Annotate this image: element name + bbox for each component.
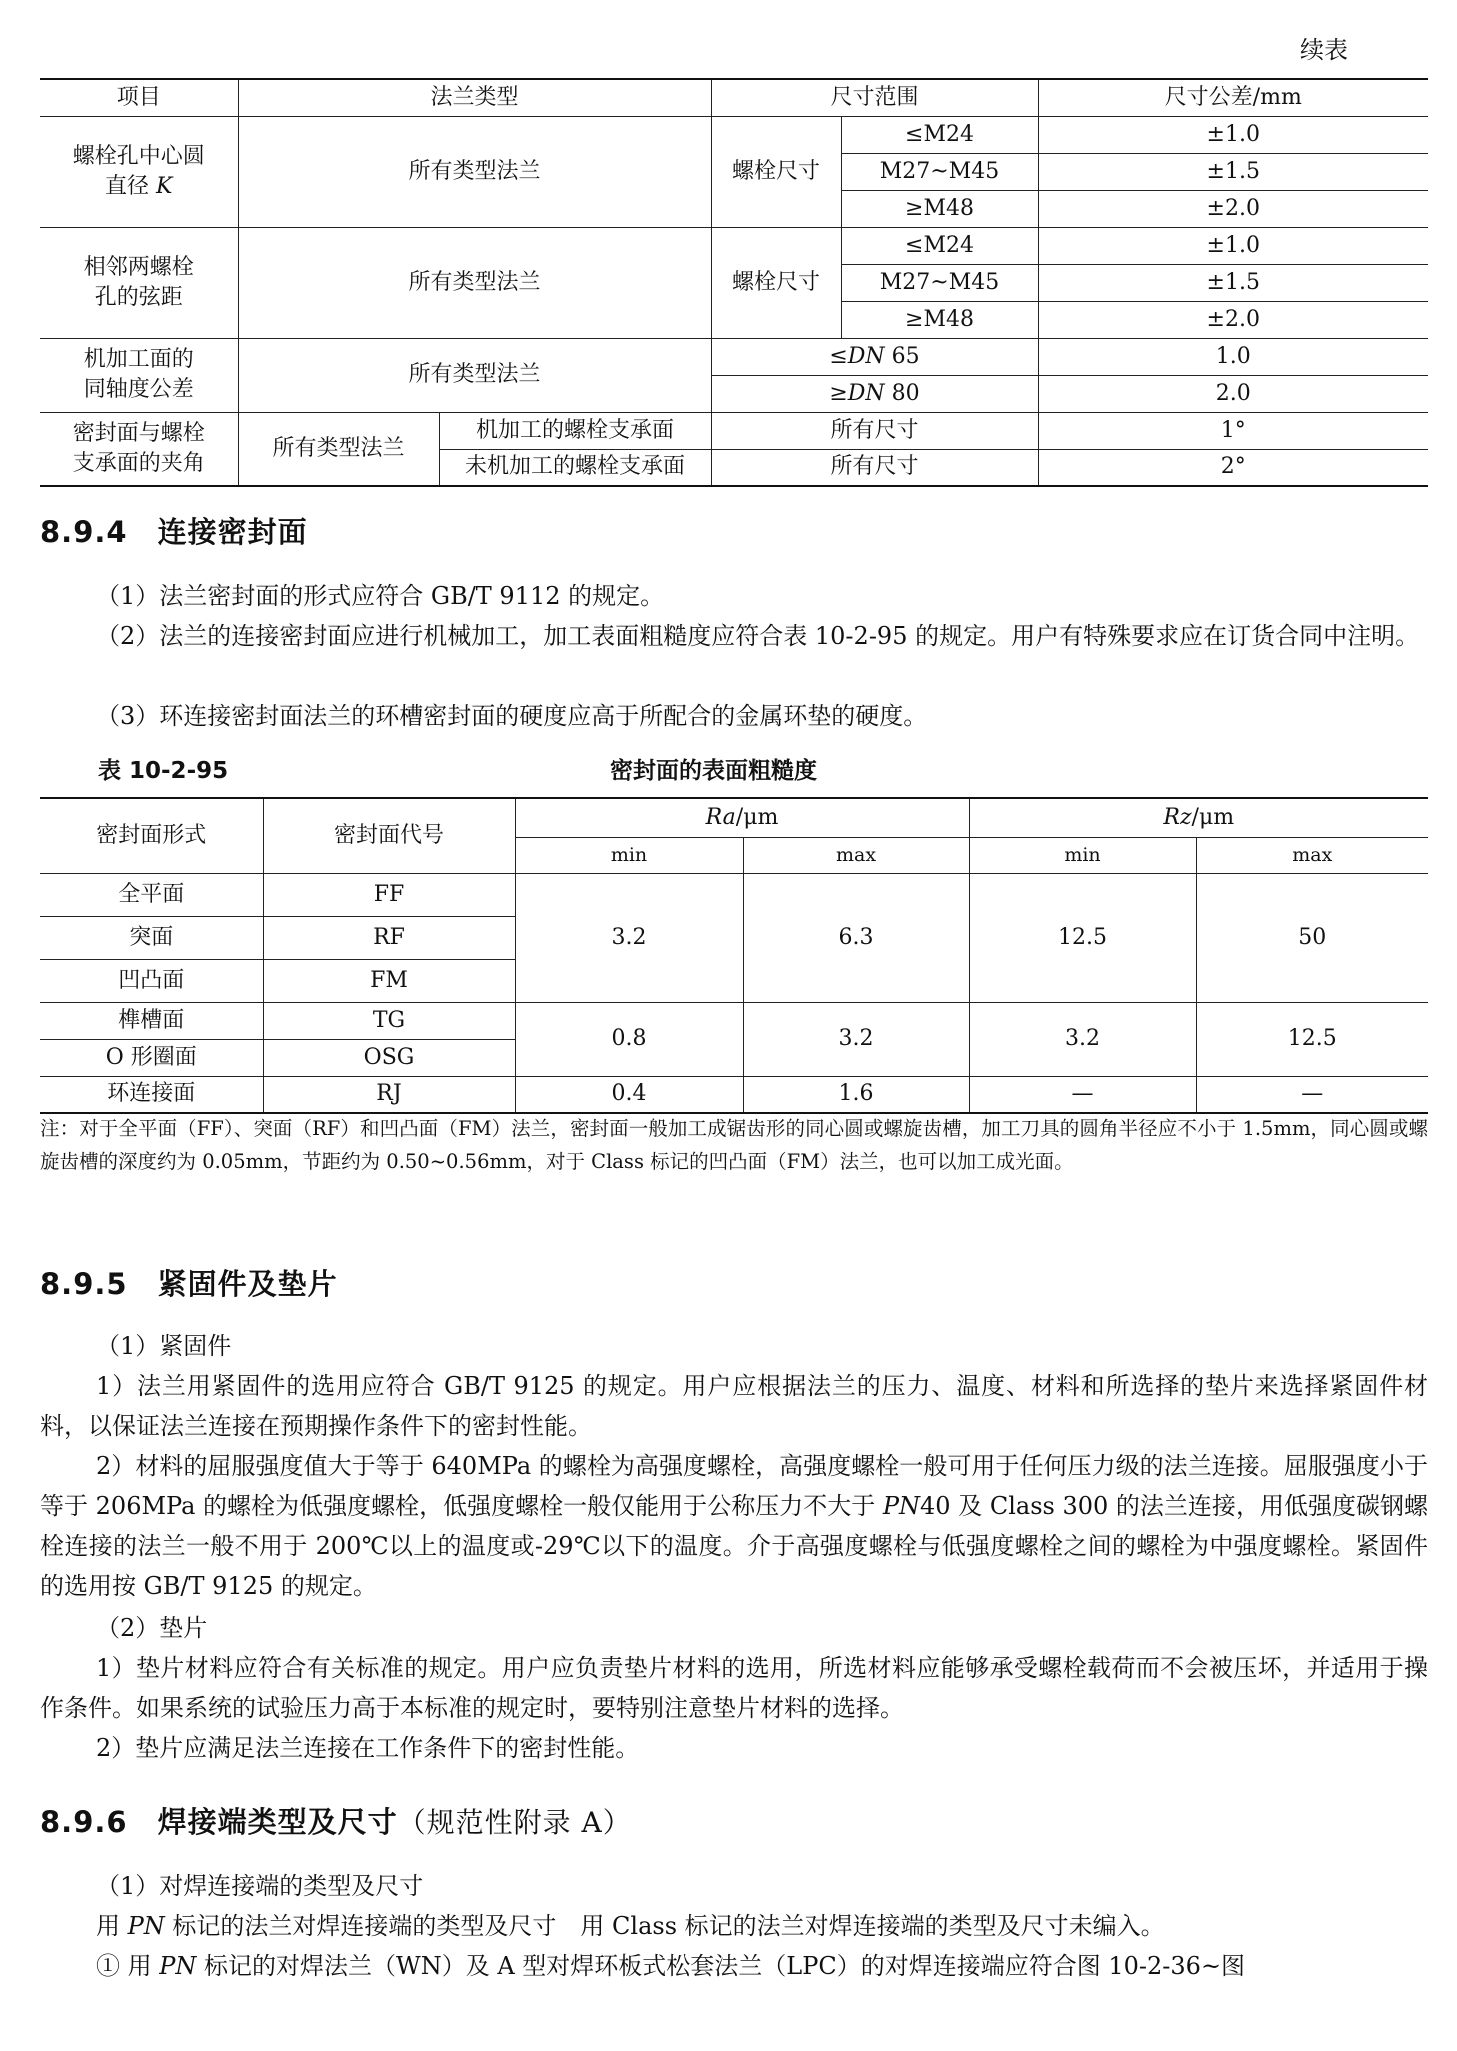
flange-cell: 所有类型法兰	[238, 227, 711, 338]
range-cell: ≤M24	[841, 227, 1038, 264]
value-cell: 50	[1196, 873, 1428, 1002]
col-header: 项目	[40, 79, 238, 116]
tolerance-cell: 2°	[1038, 449, 1428, 486]
col-header-max: max	[1196, 837, 1428, 873]
paragraph: 1）垫片材料应符合有关标准的规定。用户应负责垫片材料的选用，所选材料应能够承受螺栓载荷而不会被压坏，并适用于操作条件。如果系统的试验压力高于本标准的规定时，要特别注意垫片材料的选择。	[40, 1654, 1428, 1722]
tolerance-table	[40, 78, 1428, 487]
code-cell: OSG	[263, 1039, 515, 1076]
form-cell: 突面	[40, 916, 263, 959]
flange-cell: 所有类型法兰	[238, 338, 711, 412]
form-cell: 环连接面	[40, 1076, 263, 1113]
paragraph: （1）紧固件	[96, 1332, 232, 1360]
value-cell: —	[1196, 1076, 1428, 1113]
size-group-cell: 螺栓尺寸	[711, 227, 841, 338]
tolerance-cell: ±2.0	[1038, 190, 1428, 227]
form-cell: 凹凸面	[40, 959, 263, 1002]
paragraph: （1）对焊连接端的类型及尺寸	[96, 1872, 424, 1900]
table-row	[40, 227, 1428, 264]
section-heading-896: 8.9.6 焊接端类型及尺寸（规范性附录 A）	[40, 1805, 632, 1839]
table-row	[40, 1076, 1428, 1113]
range-cell: ≥M48	[841, 301, 1038, 338]
paragraph: ① 用 PN 标记的对焊法兰（WN）及 A 型对焊环板式松套法兰（LPC）的对焊连接端应符合图 10-2-36~图	[96, 1952, 1246, 1980]
item-cell: 螺栓孔中心圆 直径 K	[40, 116, 238, 227]
col-header-ra: Ra/μm	[515, 798, 969, 837]
form-cell: 榫槽面	[40, 1002, 263, 1039]
col-header-max: max	[743, 837, 969, 873]
paragraph: （2）垫片	[96, 1614, 208, 1642]
col-header-rz: Rz/μm	[969, 798, 1428, 837]
value-cell: 0.8	[515, 1002, 743, 1076]
code-cell: FM	[263, 959, 515, 1002]
col-header: 尺寸范围	[711, 79, 1038, 116]
table-title: 密封面的表面粗糙度	[610, 758, 817, 784]
value-cell: 6.3	[743, 873, 969, 1002]
support-cell: 机加工的螺栓支承面	[439, 412, 711, 449]
code-cell: FF	[263, 873, 515, 916]
form-cell: O 形圈面	[40, 1039, 263, 1076]
tolerance-cell: 2.0	[1038, 375, 1428, 412]
table-header-row	[40, 79, 1428, 116]
tolerance-cell: ±1.5	[1038, 264, 1428, 301]
col-header: 密封面形式	[40, 798, 263, 873]
paragraph: （1）法兰密封面的形式应符合 GB/T 9112 的规定。	[96, 582, 665, 610]
table-row	[40, 412, 1428, 449]
flange-cell: 所有类型法兰	[238, 412, 439, 486]
table-row	[40, 338, 1428, 375]
tolerance-cell: 1°	[1038, 412, 1428, 449]
size-group-cell: 螺栓尺寸	[711, 116, 841, 227]
item-cell: 密封面与螺栓 支承面的夹角	[40, 412, 238, 486]
col-header: 密封面代号	[263, 798, 515, 873]
tolerance-cell: ±1.0	[1038, 116, 1428, 153]
range-cell: M27~M45	[841, 153, 1038, 190]
tolerance-cell: ±1.5	[1038, 153, 1428, 190]
value-cell: —	[969, 1076, 1196, 1113]
range-cell: 所有尺寸	[711, 449, 1038, 486]
roughness-table	[40, 797, 1428, 1114]
value-cell: 12.5	[1196, 1002, 1428, 1076]
flange-cell: 所有类型法兰	[238, 116, 711, 227]
paragraph: 2）材料的屈服强度值大于等于 640MPa 的螺栓为高强度螺栓，高强度螺栓一般可用于任何压力级的法兰连接。屈服强度小于等于 206MPa 的螺栓为低强度螺栓，低强度螺栓一般仅能用于公称压力不大于 PN40 及 Class 300 的法兰连接，用低强度碳钢螺栓连接的法兰一般不用于 200℃以上的温度或-29℃以下的温度。介于高强度螺栓与低强度螺栓之间的螺栓为中强度螺栓。紧固件的选用按 GB/T 9125 的规定。	[40, 1452, 1428, 1600]
item-cell: 相邻两螺栓 孔的弦距	[40, 227, 238, 338]
range-cell: ≤M24	[841, 116, 1038, 153]
support-cell: 未机加工的螺栓支承面	[439, 449, 711, 486]
paragraph: 用 PN 标记的法兰对焊连接端的类型及尺寸 用 Class 标记的法兰对焊连接端的类型及尺寸未编入。	[96, 1912, 1165, 1940]
table-number: 表 10-2-95	[98, 758, 229, 784]
value-cell: 3.2	[515, 873, 743, 1002]
col-header: 法兰类型	[238, 79, 711, 116]
paragraph: （3）环连接密封面法兰的环槽密封面的硬度应高于所配合的金属环垫的硬度。	[96, 702, 928, 730]
code-cell: RF	[263, 916, 515, 959]
value-cell: 0.4	[515, 1076, 743, 1113]
continued-label: 续表	[1300, 36, 1348, 64]
table-row	[40, 116, 1428, 153]
tolerance-cell: ±1.0	[1038, 227, 1428, 264]
col-header-min: min	[969, 837, 1196, 873]
table-row	[40, 1002, 1428, 1039]
col-header: 尺寸公差/mm	[1038, 79, 1428, 116]
value-cell: 3.2	[743, 1002, 969, 1076]
table-note: 注：对于全平面（FF）、突面（RF）和凹凸面（FM）法兰，密封面一般加工成锯齿形的同心圆或螺旋齿槽，加工刀具的圆角半径应不小于 1.5mm，同心圆或螺旋齿槽的深度约为 0.05mm，节距约为 0.50~0.56mm，对于 Class 标记的凹凸面（FM）法兰，也可以加工成光面。	[40, 1117, 1428, 1173]
range-cell: ≥M48	[841, 190, 1038, 227]
range-cell: ≤DN 65	[711, 338, 1038, 375]
paragraph: 1）法兰用紧固件的选用应符合 GB/T 9125 的规定。用户应根据法兰的压力、温度、材料和所选择的垫片来选择紧固件材料，以保证法兰连接在预期操作条件下的密封性能。	[40, 1372, 1428, 1440]
section-heading-894: 8.9.4 连接密封面	[40, 515, 308, 549]
paragraph: 2）垫片应满足法兰连接在工作条件下的密封性能。	[96, 1734, 640, 1762]
section-heading-895: 8.9.5 紧固件及垫片	[40, 1267, 338, 1301]
code-cell: TG	[263, 1002, 515, 1039]
tolerance-cell: 1.0	[1038, 338, 1428, 375]
range-cell: ≥DN 80	[711, 375, 1038, 412]
table-header-row	[40, 798, 1428, 837]
item-cell: 机加工面的 同轴度公差	[40, 338, 238, 412]
range-cell: 所有尺寸	[711, 412, 1038, 449]
paragraph: （2）法兰的连接密封面应进行机械加工，加工表面粗糙度应符合表 10-2-95 的规定。用户有特殊要求应在订货合同中注明。	[96, 622, 1420, 650]
range-cell: M27~M45	[841, 264, 1038, 301]
form-cell: 全平面	[40, 873, 263, 916]
value-cell: 3.2	[969, 1002, 1196, 1076]
value-cell: 12.5	[969, 873, 1196, 1002]
value-cell: 1.6	[743, 1076, 969, 1113]
table-row	[40, 873, 1428, 916]
col-header-min: min	[515, 837, 743, 873]
code-cell: RJ	[263, 1076, 515, 1113]
tolerance-cell: ±2.0	[1038, 301, 1428, 338]
